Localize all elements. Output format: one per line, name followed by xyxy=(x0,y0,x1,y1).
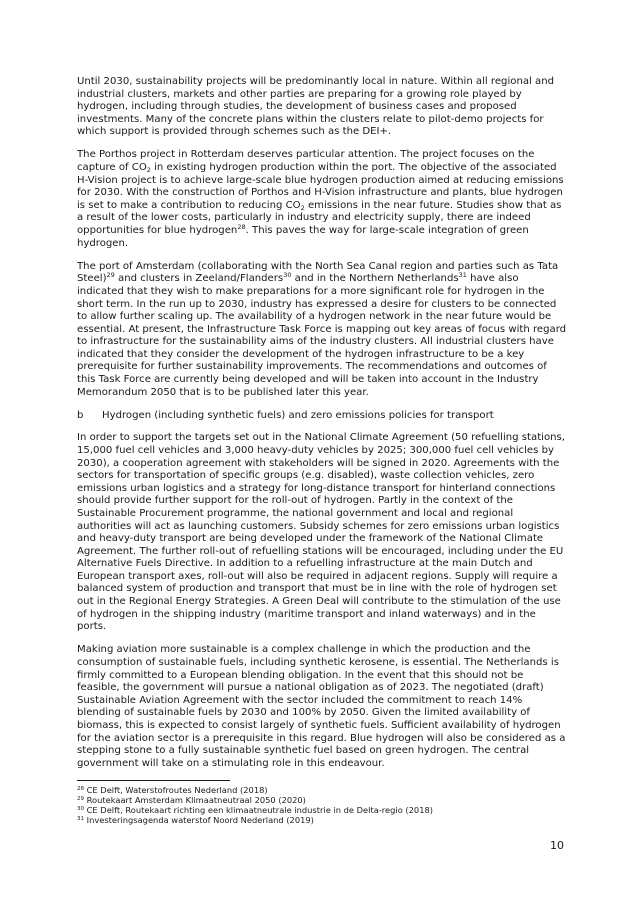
page-number: 10 xyxy=(550,839,564,852)
footnotes xyxy=(77,785,567,825)
paragraph-amsterdam xyxy=(77,261,567,400)
footnote-29 xyxy=(77,795,567,805)
paragraph-aviation: Making aviation more sustainable is a complex challenge in which the production and the consumption of sustainable fuels, including synthetic kerosene, is essential. The Netherlands is firmly committed to a European blending obligation. In the event that this should not be feasible, the government will pursue a national obligation as of 2023. The negotiated (draft) Sustainable Aviation Agreement with the sector included the commitment to reach 14% blending of sustainable fuels by 2030 and 100% by 2050. Given the limited availability of biomass, this is expected to consist largely of synthetic fuels. Sufficient availability of hydrogen for the aviation sector is a prerequisite in this regard. Blue hydrogen will also be considered as a stepping stone to a fully sustainable synthetic fuel based on green hydrogen. The central government will take on a stimulating role in this endeavour. xyxy=(77,644,566,769)
footnote-text: Routekaart Amsterdam Klimaatneutraal 2050 (2020) xyxy=(84,795,306,806)
footnote-number: 30 xyxy=(77,806,84,813)
co2-subscript: 2 xyxy=(146,166,151,175)
porthos-text-1: The Porthos project in Rotterdam deserves particular attention. The project focuses on the capture of CO xyxy=(77,149,535,174)
section-letter: b xyxy=(77,409,84,421)
amsterdam-text-3: and in the Northern Netherlands xyxy=(291,273,459,285)
porthos-text-3: emissions in the near future. Studies show that as a result of the lower costs, particularly in industry and electricity supply, there are indeed opportunities for blue hydrogen xyxy=(77,199,562,237)
footnote-text: CE Delft, Routekaart richting een klimaatneutrale industrie in de Delta-regio (2018) xyxy=(84,805,433,816)
section-heading-b xyxy=(77,410,567,423)
footnote-divider xyxy=(77,780,230,781)
footnote-text: CE Delft, Waterstofroutes Nederland (2018) xyxy=(84,785,268,795)
footnote-number: 29 xyxy=(77,796,84,803)
footnote-28 xyxy=(77,785,567,795)
amsterdam-text-2: and clusters in Zeeland/Flanders xyxy=(114,273,284,285)
document-body xyxy=(77,76,567,781)
footnote-number: 31 xyxy=(77,816,84,823)
footnote-30 xyxy=(77,805,567,815)
co2-subscript: 2 xyxy=(300,203,305,212)
amsterdam-text-1: The port of Amsterdam (collaborating with the North Sea Canal region and parties such as Tata Steel) xyxy=(77,260,559,285)
footnote-text: Investeringsagenda waterstof Noord Nederland (2019) xyxy=(84,815,314,826)
porthos-text-2: in existing hydrogen production within the port. The objective of the associated H-Vision project is to achieve large-scale blue hydrogen production aimed at reducing emissions for 2030. With the construction of Porthos and H-Vision infrastructure and plants, blue hydrogen is set to make a contribution to reducing CO xyxy=(77,162,564,211)
amsterdam-text-4: have also indicated that they wish to make preparations for a more significant role for hydrogen in the short term. In the run up to 2030, industry has expressed a desire for clusters to be connected to allow further scaling up. The availability of a hydrogen network in the near future would be essential. At present, the Infrastructure Task Force is mapping out key areas of focus with regard to infrastructure for the sustainability aims of the industry clusters. All industrial clusters have indicated that they consider the development of the hydrogen infrastructure to be a key prerequisite for further sustainability improvements. The recommendations and outcomes of this Task Force are currently being developed and will be taken into account in the Industry Memorandum 2050 that is to be published later this year. xyxy=(77,273,567,398)
footnote-ref-29[interactable]: 29 xyxy=(106,271,115,280)
footnote-ref-31[interactable]: 31 xyxy=(458,271,467,280)
porthos-text-4: . This paves the way for large-scale integration of green hydrogen. xyxy=(77,225,529,249)
paragraph-local-projects: Until 2030, sustainability projects will be predominantly local in nature. Within all regional and industrial clusters, markets and other parties are preparing for a growing role played by hydrogen, including through studies, the development of business cases and proposed investments. Many of the concrete plans within the clusters relate to pilot-demo projects for which support is provided through schemes such as the DEI+. xyxy=(77,76,555,138)
footnote-ref-30[interactable]: 30 xyxy=(283,271,292,280)
paragraph-porthos xyxy=(77,149,567,250)
footnote-ref-28[interactable]: 28 xyxy=(237,223,246,232)
paragraph-transport: In order to support the targets set out in the National Climate Agreement (50 refuelling stations, 15,000 fuel cell vehicles and 3,000 heavy-duty vehicles by 2025; 300,000 fuel cell vehicles by 2030), a cooperation agreement with stakeholders will be signed in 2020. Agreements with the sectors for transportation of specific groups (e.g. disabled), waste collection vehicles, zero emissions urban logistics and a strategy for long-distance transport for hinterland connections should provide further support for the roll-out of hydrogen. Partly in the context of the Sustainable Procurement programme, the national government and local and regional authorities will act as launching customers. Subsidy schemes for zero emissions urban logistics and heavy-duty transport are being developed under the framework of the National Climate Agreement. The further roll-out of refuelling stations will be encouraged, including under the EU Alternative Fuels Directive. In addition to a refuelling infrastructure at the main Dutch and European transport axes, roll-out will also be required in adjacent regions. Supply will require a balanced system of production and transport that must be in line with the role of hydrogen set out in the Regional Energy Strategies. A Green Deal will contribute to the stimulation of the use of hydrogen in the shipping industry (maritime transport and inland waterways) and in the ports. xyxy=(77,432,566,633)
footnote-number: 28 xyxy=(77,786,84,792)
section-title: Hydrogen (including synthetic fuels) and zero emissions policies for transport xyxy=(102,409,494,421)
footnote-31 xyxy=(77,815,567,825)
